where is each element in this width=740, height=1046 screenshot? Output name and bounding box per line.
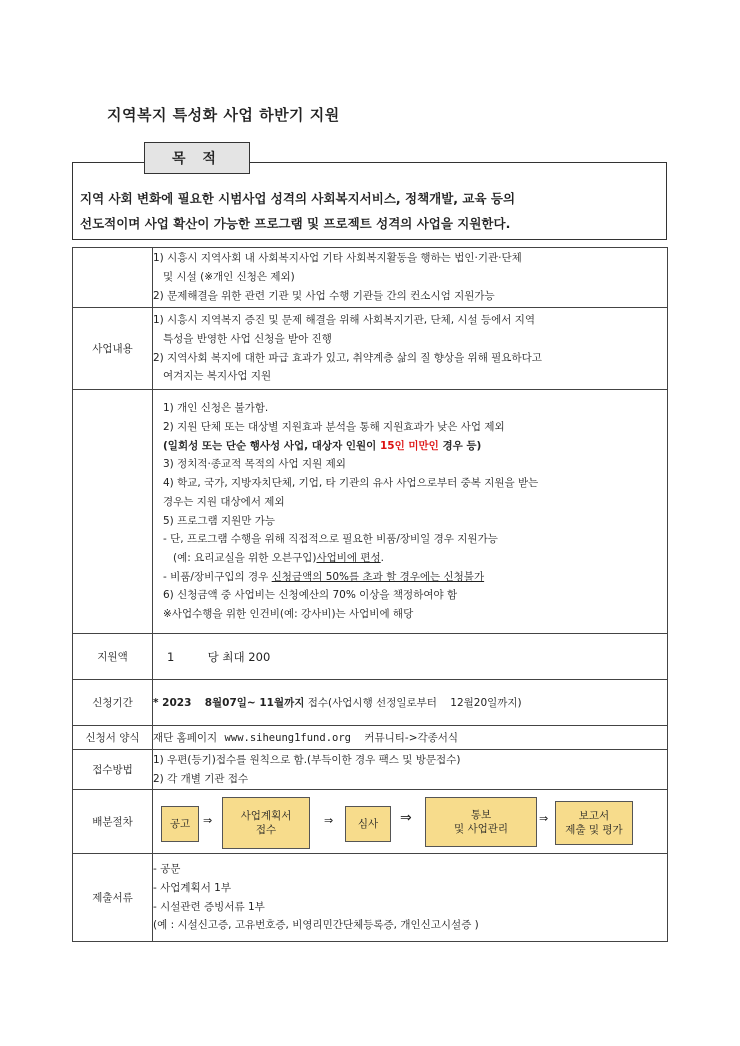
criteria-line-6: 경우는 지원 대상에서 제외 <box>163 495 285 508</box>
row-target-label <box>73 248 153 308</box>
criteria-line-9a: (예: 요리교실을 위한 오븐구입) <box>173 551 317 564</box>
row-period-body <box>153 680 668 726</box>
row-method-label: 접수방법 <box>73 750 153 790</box>
amount-number: 1 <box>167 649 175 664</box>
row-period <box>73 680 668 726</box>
row-criteria <box>73 390 668 634</box>
criteria-line-3a: (일회성 또는 단순 행사성 사업, 대상자 인원이 <box>163 439 380 452</box>
row-method <box>73 750 668 790</box>
purpose-text <box>80 186 660 236</box>
process-arrow-icon: ⇒ <box>203 813 213 827</box>
row-target <box>73 248 668 308</box>
process-step-5: 보고서 제출 및 평가 <box>555 801 633 845</box>
process-arrow-icon: ⇒ <box>400 809 412 826</box>
content-line-1: 1) 시흥시 지역복지 증진 및 문제 해결을 위해 사회복지기관, 단체, 시설 등에서 지역 <box>153 314 536 327</box>
row-docs-label: 제출서류 <box>73 854 153 942</box>
criteria-line-9c: . <box>380 551 385 564</box>
process-flow <box>153 795 667 849</box>
purpose-label: 목 적 <box>144 142 250 174</box>
process-step-1: 공고 <box>161 806 199 842</box>
docs-line-2: - 사업계획서 1부 <box>153 881 232 894</box>
criteria-line-7: 5) 프로그램 지원만 가능 <box>163 514 276 527</box>
row-target-body <box>153 248 668 308</box>
row-process-label: 배분절차 <box>73 790 153 854</box>
criteria-line-1: 1) 개인 신청은 불가함. <box>163 402 269 415</box>
content-line-4: 여겨지는 복지사업 지원 <box>163 370 272 383</box>
form-path: 커뮤니티->각종서식 <box>364 732 459 744</box>
period-dates: 8월07일~ 11월까지 <box>204 697 305 709</box>
criteria-line-10a: - 비품/장비구입의 경우 <box>163 570 272 583</box>
row-criteria-label <box>73 390 153 634</box>
criteria-line-8: - 단, 프로그램 수행을 위해 직접적으로 필요한 비품/장비일 경우 지원가능 <box>163 533 498 546</box>
target-line-2: 및 시설 (※개인 신청은 제외) <box>163 271 295 284</box>
row-method-body <box>153 750 668 790</box>
method-line-2: 2) 각 개별 기관 접수 <box>153 772 249 785</box>
criteria-line-10 <box>153 568 667 587</box>
form-text: 재단 홈페이지 <box>153 732 218 744</box>
content-line-2: 특성을 반영한 사업 신청을 받아 진행 <box>163 332 332 345</box>
method-line-1: 1) 우편(등기)접수를 원칙으로 함.(부득이한 경우 팩스 및 방문접수) <box>153 753 461 766</box>
criteria-line-4: 3) 정치적·종교적 목적의 사업 지원 제외 <box>163 458 346 471</box>
criteria-line-10b: 신청금액의 50%를 초과 할 경우에는 신청불가 <box>271 570 485 583</box>
row-process <box>73 790 668 854</box>
row-form-label: 신청서 양식 <box>73 726 153 750</box>
row-amount <box>73 634 668 680</box>
row-form <box>73 726 668 750</box>
row-period-label: 신청기간 <box>73 680 153 726</box>
criteria-highlight: 15인 미만인 <box>379 439 439 452</box>
criteria-line-9b: 사업비에 편성 <box>316 551 381 564</box>
process-step-4: 통보 및 사업관리 <box>425 797 537 847</box>
row-docs-body <box>153 854 668 942</box>
amount-text: 당 최대 200 <box>207 649 271 664</box>
row-content-body <box>153 308 668 390</box>
info-table <box>72 247 668 942</box>
docs-line-4: (예 : 시설신고증, 고유번호증, 비영리민간단체등록증, 개인신고시설증 ) <box>153 919 479 932</box>
process-step-3: 심사 <box>345 806 391 842</box>
criteria-line-3c: 경우 등) <box>438 439 482 452</box>
period-end: 12월20일까지) <box>450 697 522 709</box>
criteria-line-12: ※사업수행을 위한 인건비(예: 강사비)는 사업비에 해당 <box>163 608 414 621</box>
row-content <box>73 308 668 390</box>
purpose-line-1: 지역 사회 변화에 필요한 시범사업 성격의 사회복지서비스, 정책개발, 교육 등의 <box>80 191 516 206</box>
row-form-body <box>153 726 668 750</box>
docs-line-1: - 공문 <box>153 863 181 876</box>
criteria-line-2: 2) 지원 단체 또는 대상별 지원효과 분석을 통해 지원효과가 낮은 사업 제외 <box>163 420 505 433</box>
process-arrow-icon: ⇒ <box>324 813 334 827</box>
row-criteria-body <box>153 390 668 634</box>
docs-line-3: - 시설관련 증빙서류 1부 <box>153 900 265 913</box>
row-process-body <box>153 790 668 854</box>
criteria-line-3 <box>153 437 667 456</box>
period-text: 접수(사업시행 선정일로부터 <box>304 697 437 709</box>
form-url-link[interactable]: www.siheung1fund.org <box>224 732 351 744</box>
process-step-2: 사업계획서 접수 <box>222 797 310 849</box>
criteria-line-9 <box>153 549 667 568</box>
row-content-label: 사업내용 <box>73 308 153 390</box>
target-line-1: 1) 시흥시 지역사회 내 사회복지사업 기타 사회복지활동을 행하는 법인·기관·단체 <box>153 252 522 265</box>
row-docs <box>73 854 668 942</box>
criteria-line-11: 6) 신청금액 중 사업비는 신청예산의 70% 이상을 책정하여야 함 <box>163 589 458 602</box>
criteria-line-5: 4) 학교, 국가, 지방자치단체, 기업, 타 기관의 유사 사업으로부터 중복 지원을 받는 <box>163 477 539 490</box>
page-title: 지역복지 특성화 사업 하반기 지원 <box>107 106 340 124</box>
process-arrow-icon: ⇒ <box>539 811 549 825</box>
target-line-3: 2) 문제해결을 위한 관련 기관 및 사업 수행 기관들 간의 컨소시엄 지원가능 <box>153 289 495 302</box>
row-amount-body <box>153 634 668 680</box>
purpose-line-2: 선도적이며 사업 확산이 가능한 프로그램 및 프로젝트 성격의 사업을 지원한다. <box>80 216 511 231</box>
content-line-3: 2) 지역사회 복지에 대한 파급 효과가 있고, 취약계층 삶의 질 향상을 위해 필요하다고 <box>153 351 542 364</box>
period-year: * 2023 <box>153 697 192 709</box>
row-amount-label: 지원액 <box>73 634 153 680</box>
